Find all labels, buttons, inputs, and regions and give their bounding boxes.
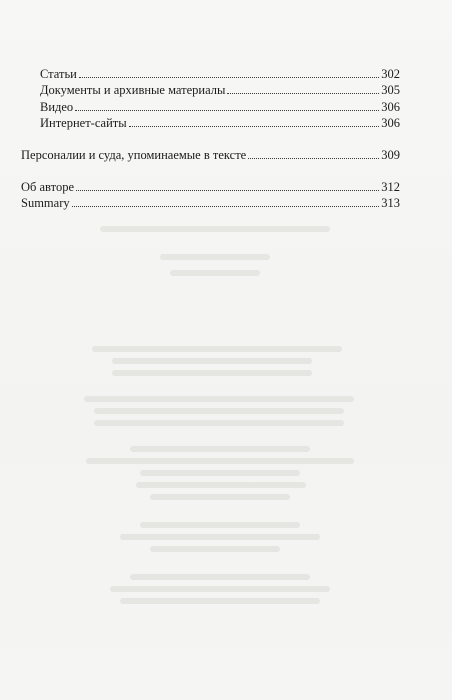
toc-entry-page: 305 — [381, 83, 400, 97]
toc-entry-page: 309 — [381, 148, 400, 162]
toc-entry-title: Статьи — [40, 67, 77, 81]
toc-entry-page: 306 — [381, 100, 400, 114]
toc-entry-page: 313 — [381, 196, 400, 210]
toc-entry-title: Документы и архивные материалы — [40, 83, 226, 97]
toc-entry-persons-and-ships — [21, 147, 400, 163]
toc-entry-title: Интернет-сайты — [40, 116, 127, 130]
toc-entry-summary — [21, 195, 400, 211]
dot-leader — [75, 110, 379, 111]
toc-entry-page: 306 — [381, 116, 400, 130]
toc-entry-articles — [40, 66, 400, 82]
toc-entry-video — [40, 99, 400, 115]
dot-leader — [79, 77, 379, 78]
toc-entry-documents — [40, 82, 400, 98]
dot-leader — [76, 190, 379, 191]
dot-leader — [72, 206, 380, 207]
dot-leader — [248, 158, 379, 159]
dot-leader — [129, 126, 380, 127]
toc-entry-websites — [40, 115, 400, 131]
toc-entry-title: Об авторе — [21, 180, 74, 194]
toc-entry-title: Персоналии и суда, упоминаемые в тексте — [21, 148, 247, 162]
dot-leader — [227, 93, 379, 94]
toc-entry-about-author — [21, 179, 400, 195]
toc-entry-page: 312 — [381, 180, 400, 194]
toc-entry-title: Видео — [40, 100, 74, 114]
toc-entry-page: 302 — [381, 67, 400, 81]
toc-entry-title: Summary — [21, 196, 70, 210]
